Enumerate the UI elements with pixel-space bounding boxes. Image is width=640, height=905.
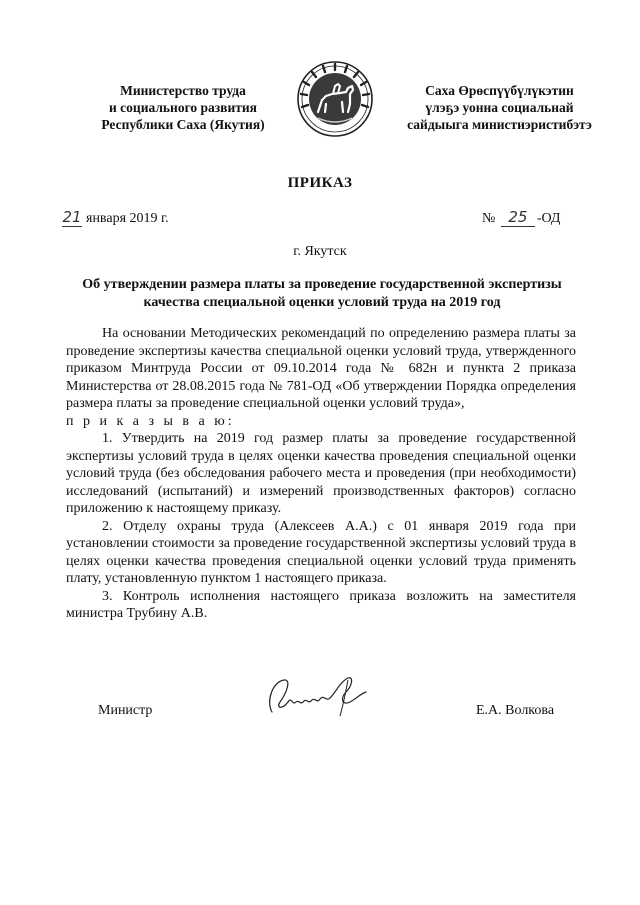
subject-line: Об утверждении размера платы за проведение государственной экспертизы bbox=[82, 277, 562, 292]
order-item-2: 2. Отделу охраны труда (Алексеев А.А.) с 01 января 2019 года при установлении стоимости за проведение государственной экспертизы условий труда в целях оценки качества проведения специальной оценки условий труда применять плату, установленную пунктом 1 настоящего приказа. bbox=[66, 518, 576, 586]
document-title: ПРИКАЗ bbox=[287, 175, 353, 191]
header-right-line: сайдыыга министиэристибэтэ bbox=[407, 117, 592, 132]
number-handwritten: 25 bbox=[501, 208, 535, 227]
date-month-year: января 2019 г. bbox=[86, 211, 169, 226]
order-number bbox=[482, 208, 560, 227]
header-left-line: Республики Саха (Якутия) bbox=[101, 117, 265, 132]
number-prefix: № bbox=[482, 211, 496, 226]
order-word: п р и к а з ы в а ю: bbox=[66, 413, 235, 429]
subject-line: качества специальной оценки условий труда на 2019 год bbox=[143, 295, 501, 310]
date-day-handwritten: 21 bbox=[62, 208, 82, 226]
city: г. Якутск bbox=[293, 244, 347, 259]
ministry-name-sakha bbox=[392, 82, 607, 133]
order-date bbox=[62, 208, 169, 227]
number-suffix: -ОД bbox=[536, 211, 561, 226]
order-item-1: 1. Утвердить на 2019 год размер платы за проведение государственной экспертизы условий труда в целях оценки качества проведения специальной оценки условий труда (без обследования рабочего места и проведения (при необходимости) исследований (испытаний) и измерений производственных факторов) согласно приложению к настоящему приказу. bbox=[66, 431, 576, 516]
signatory-name: Е.А. Волкова bbox=[476, 703, 555, 718]
header-left-line: и социального развития bbox=[109, 100, 257, 115]
ministry-name-russian bbox=[78, 82, 288, 133]
order-item-3: 3. Контроль исполнения настоящего приказа возложить на заместителя министра Трубину А.В. bbox=[66, 588, 576, 621]
header-left-line: Министерство труда bbox=[120, 83, 246, 98]
header-right-line: Саха Өрөспүүбүлүкэтин bbox=[425, 83, 574, 98]
preamble-paragraph: На основании Методических рекомендаций по определению размера платы за проведение экспертизы качества специальной оценки условий труда, утвержденного приказом Минтруда России от 09.10.2014 года № 682н и пункта 2 приказа Министерства от 28.08.2015 года № 781-ОД «Об утверждении Порядка определения размера платы за проведение специальной оценки условий труда», bbox=[66, 326, 576, 411]
handwritten-signature bbox=[262, 672, 372, 722]
order-body bbox=[66, 325, 576, 623]
header-right-line: үлэҕэ уонна социальнай bbox=[425, 100, 574, 115]
signatory-title: Министр bbox=[98, 703, 153, 718]
order-subject bbox=[62, 276, 582, 312]
coat-of-arms-emblem bbox=[296, 60, 374, 138]
